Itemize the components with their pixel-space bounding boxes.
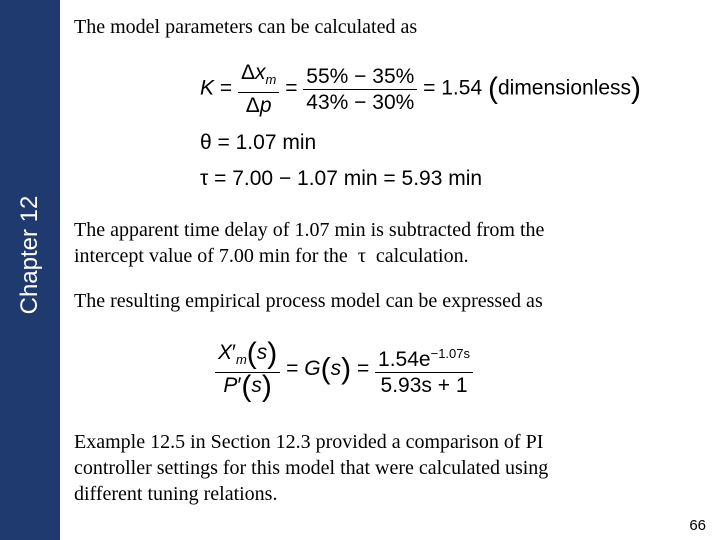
eq-k-paren-open: ( xyxy=(487,72,498,106)
paragraph-example-line-2: controller settings for this model that were calculated using xyxy=(74,457,549,479)
equation-tau: τ = 7.00 − 1.07 min = 5.93 min xyxy=(200,167,483,190)
tf-rhs-exponent: −1.07s xyxy=(430,346,471,362)
eq-k-var-p: p xyxy=(259,94,272,118)
para1-tau-symbol: τ xyxy=(357,245,366,267)
tf-rhs-coef: 1.54e xyxy=(378,348,431,372)
chapter-sidebar xyxy=(0,0,60,540)
tf-num-x: X xyxy=(218,341,233,364)
tf-den-prime: ′ xyxy=(237,374,242,398)
eq-k-paren-close: ) xyxy=(631,72,642,106)
tf-den-arg: s xyxy=(251,374,262,398)
eq-k-lhs: K xyxy=(200,76,215,100)
paragraph-time-delay xyxy=(74,217,544,269)
tau-symbol: τ xyxy=(200,167,209,190)
tf-den-p: P xyxy=(223,374,238,398)
eq-k-fraction-1 xyxy=(238,60,279,118)
theta-symbol: θ xyxy=(200,131,212,154)
tf-g: G xyxy=(304,357,321,381)
para1-line2-start: intercept value of 7.00 min for the xyxy=(74,245,348,267)
eq-k-result: 1.54 xyxy=(441,76,483,100)
eq-k-den-values: 43% − 30% xyxy=(306,90,415,114)
tau-value: 7.00 − 1.07 min = 5.93 min xyxy=(232,167,483,190)
theta-value: 1.07 min xyxy=(235,131,317,154)
transfer-function: $\frac{X'_m(s)}{P'(s)}$ = G(s) = $\frac{1.54e^{-1.07s}}{5.93s + 1}$ xyxy=(215,340,473,399)
equation-theta: θ = 1.07 min xyxy=(200,131,317,154)
tf-rhs-denominator: 5.93s + 1 xyxy=(380,374,468,398)
eq-k-delta-den: Δ xyxy=(245,94,260,118)
paragraph-example-line-3: different tuning relations. xyxy=(74,483,278,505)
para1-line2-end: calculation. xyxy=(375,245,469,267)
intro-text: The model parameters can be calculated as xyxy=(74,16,418,38)
tf-num-arg: s xyxy=(256,341,268,364)
equation-k: K = $\frac{\Delta x_m}{\Delta p}$ = $\frac{55\% - 35\%}{43\% - 30\%}$ = 1.54 (dimensionless) xyxy=(200,61,642,118)
eq-k-unit: dimensionless xyxy=(497,76,632,100)
tf-num-sub: m xyxy=(235,352,247,368)
page-number: 66 xyxy=(689,517,706,534)
eq-k-sub-m: m xyxy=(265,72,277,88)
tf-num-prime: ′ xyxy=(232,341,236,364)
tf-lhs-fraction: $\frac{X'_m(s)}{P'(s)}$ xyxy=(215,340,280,399)
tf-rhs-fraction xyxy=(375,341,473,398)
eq-k-fraction-2 xyxy=(303,64,417,115)
paragraph-model: The resulting empirical process model can be expressed as xyxy=(74,290,543,312)
eq-k-num-values: 55% − 35% xyxy=(303,64,417,90)
eq-k-var-x: x xyxy=(255,61,266,84)
chapter-label: Chapter 12 xyxy=(16,195,43,315)
eq-k-delta-num: Δ xyxy=(240,61,255,84)
paragraph-example-line-1: Example 12.5 in Section 12.3 provided a comparison of PI xyxy=(74,431,544,453)
paragraph-time-delay-line-1: The apparent time delay of 1.07 min is subtracted from the xyxy=(74,219,545,241)
paragraph-example xyxy=(74,429,548,507)
tf-g-arg: s xyxy=(330,357,342,381)
paragraph-time-delay-line-2 xyxy=(74,243,544,269)
